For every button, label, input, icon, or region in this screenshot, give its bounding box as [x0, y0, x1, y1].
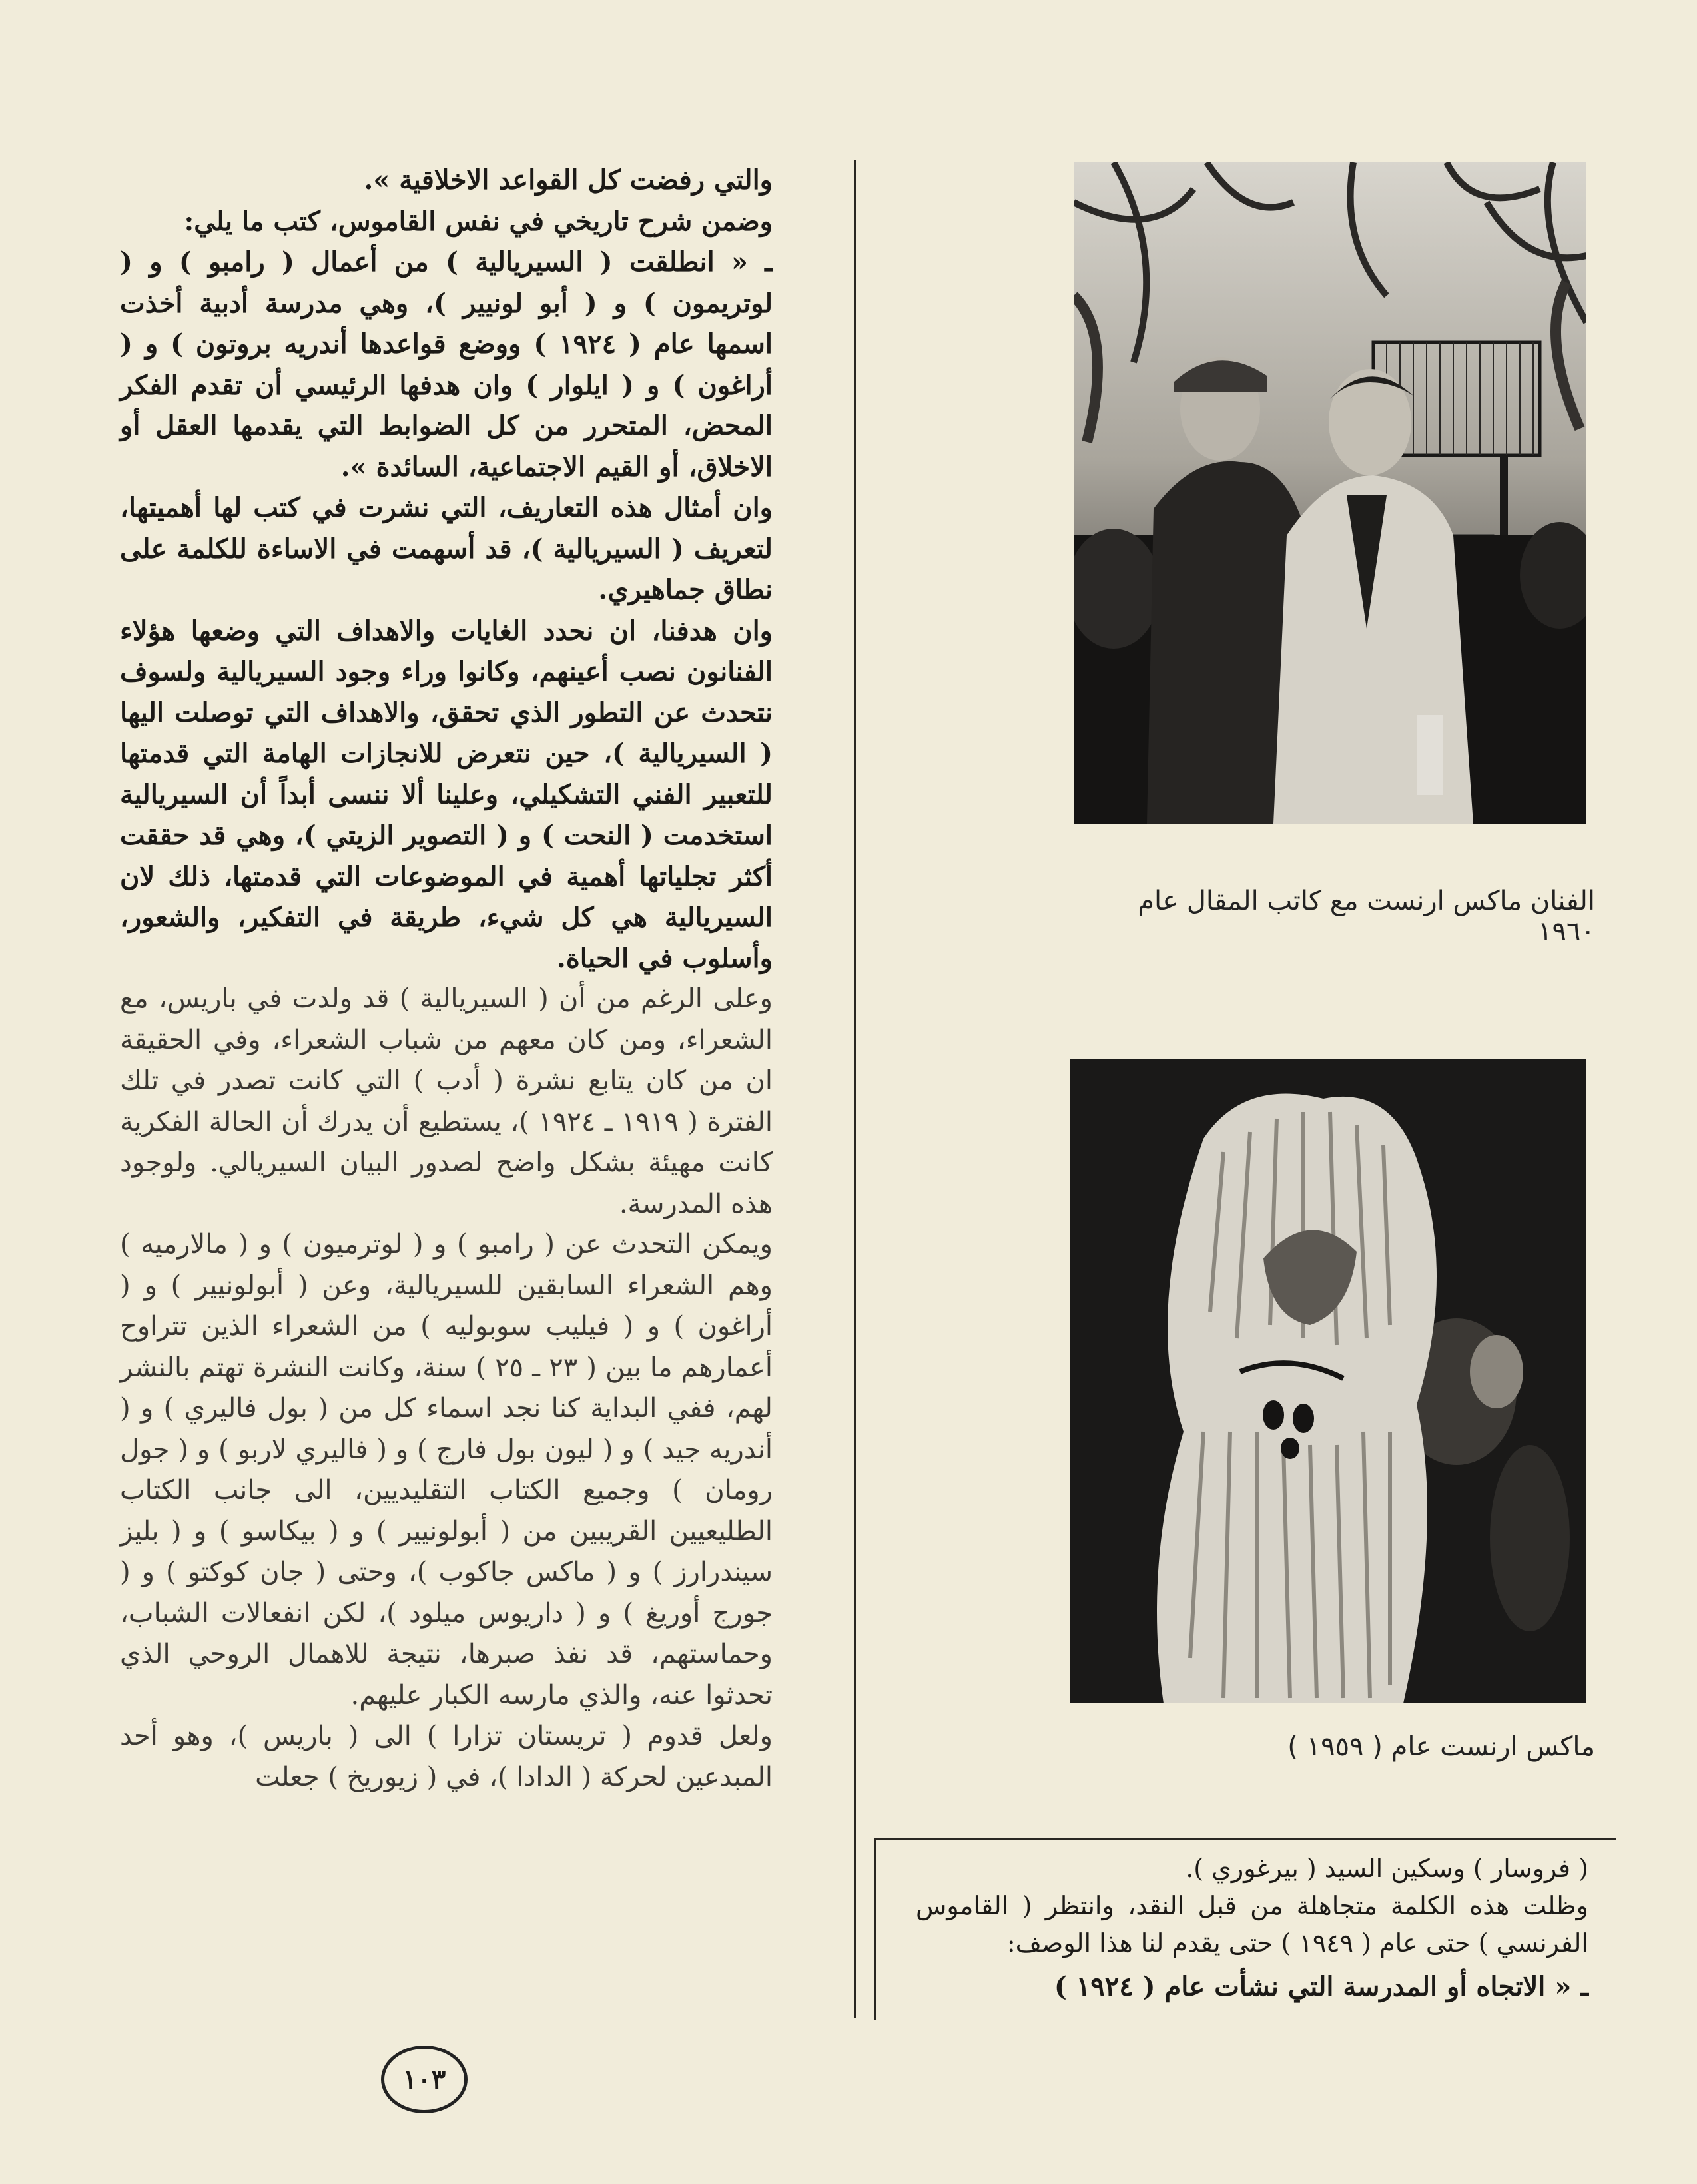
article-paragraph: وان هدفنا، ان نحدد الغايات والاهداف التي وضعها هؤلاء الفنانون نصب أعينهم، وكانوا وراء وجود السيريالية ولسوف نتحدث عن التطور الذي تحقق، والاهداف التي توصلت اليها ( السيريالية )، حين نتعرض للانجازات الهامة التي قدمتها للتعبير الفني التشكيلي، وعلينا ألا ننسى أبداً أن السيريالية استخدمت ( النحت ) و ( التصوير الزيتي )، وهي قد حققت أكثر تجلياتها أهمية في الموضوعات التي قدمتها، ذلك لان السيريالية هي كل شيء، طريقة في التفكير، والشعور، وأسلوب في الحياة. [120, 615, 773, 974]
photo-image [1070, 1059, 1586, 1703]
article-paragraph: وضمن شرح تاريخي في نفس القاموس، كتب ما يلي: [184, 205, 773, 237]
photo-max-ernst-with-author [1074, 162, 1586, 824]
photo2-caption: ماكس ارنست عام ( ١٩٥٩ ) [1287, 1731, 1595, 1762]
article-paragraph: والتي رفضت كل القواعد الاخلاقية ». [364, 164, 773, 196]
photo1-caption: الفنان ماكس ارنست مع كاتب المقال عام ١٩٦٠ [1138, 886, 1595, 947]
article-paragraph: ويمكن التحدث عن ( رامبو ) و ( لوترميون ) و ( مالارميه ) وهم الشعراء السابقين للسيريالية، وعن ( أبولونيير ) و ( أراغون ) و ( فيليب سوبوليه ) من الشعراء الذين تتراوح أعمارهم ما بين ( ٢٣ ـ ٢٥ ) سنة، وكانت النشرة تهتم بالنشر لهم، ففي البداية كنا نجد اسماء كل من ( بول فاليري ) و ( أندريه جيد ) و ( ليون بول فارج ) و ( فاليري لاربو ) و ( جول رومان ) وجميع الكتاب التقليديين، الى جانب الكتاب الطليعيين القريبين من ( أبولونيير ) و ( بيكاسو ) و ( بليز سيندرارز ) و ( ماكس جاكوب )، وحتى ( جان كوكتو ) و ( جورج أوريغ ) و ( داريوس ميلود )، لكن انفعالات الشباب، وحماستهم، قد نفذ صبرها، نتيجة للاهمال الروحي الذي تحدثوا عنه، والذي مارسه الكبار عليهم. [120, 1229, 773, 1711]
article-paragraph: وعلى الرغم من أن ( السيريالية ) قد ولدت في باريس، مع الشعراء، ومن كان معهم من شباب الشعراء، وفي الحقيقة ان من كان يتابع نشرة ( أدب ) التي كانت تصدر في تلك الفترة ( ١٩١٩ ـ ١٩٢٤ )، يستطيع أن يدرك أن الحالة الفكرية كانت مهيئة بشكل واضح لصدور البيان السيريالي. ولوجود هذه المدرسة. [120, 983, 773, 1219]
article-paragraph: ـ « انطلقت ( السيريالية ) من أعمال ( رامبو ) و ( لوتريمون ) و ( أبو لونيير )، وهي مدرسة أدبية أخذت اسمها عام ( ١٩٢٤ ) ووضع قواعدها أندريه بروتون ) و ( أراغون ) و ( ايلوار ) وان هدفها الرئيسي أن تقدم الفكر المحض، المتحرر من كل الضوابط التي يقدمها العقل أو الاخلاق، أو القيم الاجتماعية، السائدة ». [120, 246, 773, 483]
boxed-section [916, 1850, 1588, 2006]
boxed-lead-line: ـ « الاتجاه أو المدرسة التي نشأت عام ( ١٩٢٤ ) [1054, 1971, 1588, 2002]
article-paragraph: وان أمثال هذه التعاريف، التي نشرت في كتب لها أهميتها، لتعريف ( السيريالية )، قد أسهمت في الاساءة للكلمة على نطاق جماهيري. [120, 492, 773, 605]
photo-max-ernst-costume [1070, 1059, 1586, 1703]
article-column [120, 160, 773, 1798]
photo-image [1074, 162, 1586, 824]
page-number: ١٠٣ [381, 2046, 468, 2113]
column-divider [854, 160, 856, 2018]
boxed-line: وظلت هذه الكلمة متجاهلة من قبل النقد، وانتظر ( القاموس الفرنسي ) حتى عام ( ١٩٤٩ ) حتى يقدم لنا هذا الوصف: [916, 1891, 1588, 1958]
boxed-line: ( فروسار ) وسكين السيد ( بيرغوري ). [1186, 1854, 1588, 1883]
article-paragraph: ولعل قدوم ( تريستان تزارا ) الى ( باريس )، وهو أحد المبدعين لحركة ( الدادا )، في ( زيوريخ ) جعلت [120, 1721, 773, 1792]
